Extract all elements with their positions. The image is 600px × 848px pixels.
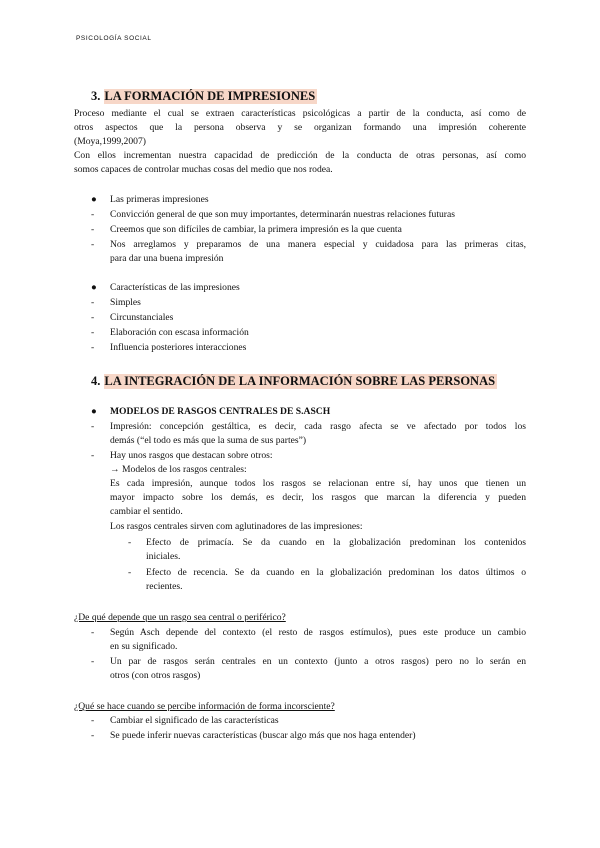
intro-line: somos capaces de controlar muchas cosas del medio que nos rodea.	[74, 164, 333, 175]
sub-list-item-continuation: iniciales.	[146, 551, 181, 562]
list-item: Convicción general de que son muy importantes, determinarán nuestras relaciones futuras	[110, 209, 455, 220]
subdash-marker: -	[128, 537, 132, 548]
list-item-continuation: cambiar el sentido.	[110, 506, 183, 517]
list-item: Hay unos rasgos que destacan sobre otros:	[110, 450, 273, 461]
intro-line: (Moya,1999,2007)	[74, 136, 146, 147]
section-title: LA FORMACIÓN DE IMPRESIONES	[104, 89, 316, 103]
list-item-continuation: otros (con otros rasgos)	[110, 670, 201, 681]
list-item: Impresión: concepción gestáltica, es decir, cada rasgo afecta se ve afectado por todos los	[110, 421, 526, 432]
bullet-item: Características de las impresiones	[110, 282, 240, 293]
intro-line: Con ellos incrementan nuestra capacidad de predicción de la conducta de otras personas, así como	[74, 150, 526, 161]
bullet-marker: ●	[91, 406, 97, 417]
list-item: Influencia posteriores interacciones	[110, 342, 247, 353]
question-heading: ¿Qué se hace cuando se percibe información de forma incorsciente?	[74, 701, 335, 712]
section-number: 4.	[91, 374, 101, 388]
section-number: 3.	[91, 89, 101, 103]
dash-marker: -	[91, 239, 95, 250]
dash-marker: -	[91, 656, 95, 667]
list-item-continuation: para dar una buena impresión	[110, 253, 224, 264]
list-item: Elaboración con escasa información	[110, 327, 249, 338]
dash-marker: -	[91, 209, 95, 220]
bullet-marker: ●	[91, 194, 97, 205]
section-3-heading	[91, 89, 317, 104]
section-title: LA INTEGRACIÓN DE LA INFORMACIÓN SOBRE LAS PERSONAS	[104, 374, 496, 388]
sub-list-item: Efecto de primacía. Se da cuando en la globalización predominan los contenidos	[146, 537, 526, 548]
list-item-continuation: mayor impacto sobre los demás, es decir, los rasgos que marcan la diferencia y pueden	[110, 492, 526, 503]
dash-marker: -	[91, 627, 95, 638]
sub-list-item-continuation: recientes.	[146, 581, 183, 592]
list-item: Simples	[110, 297, 141, 308]
list-item: Un par de rasgos serán centrales en un contexto (junto a otros rasgos) pero no lo serán en	[110, 656, 526, 667]
dash-marker: -	[91, 327, 95, 338]
bullet-marker: ●	[91, 282, 97, 293]
dash-marker: -	[91, 297, 95, 308]
list-item-continuation: → Modelos de los rasgos centrales:	[110, 464, 247, 475]
dash-marker: -	[91, 224, 95, 235]
page-header: PSICOLOGÍA SOCIAL	[76, 35, 152, 42]
intro-line: otros aspectos que la persona observa y se organizan formando una impresión coherente	[74, 122, 526, 133]
bullet-item: Las primeras impresiones	[110, 194, 209, 205]
sub-list-item: Efecto de recencia. Se da cuando en la globalización predominan los datos últimos o	[146, 567, 526, 578]
list-item-continuation: Es cada impresión, aunque todos los rasgos se relacionan entre sí, hay unos que tienen un	[110, 478, 526, 489]
list-item-continuation: en su significado.	[110, 641, 178, 652]
list-item: Creemos que son difíciles de cambiar, la primera impresión es la que cuenta	[110, 224, 402, 235]
list-item-continuation: demás (“el todo es más que la suma de sus partes”)	[110, 435, 307, 446]
subdash-marker: -	[128, 567, 132, 578]
dash-marker: -	[91, 342, 95, 353]
list-item: Circunstanciales	[110, 312, 174, 323]
list-item: Se puede inferir nuevas características (buscar algo más que nos haga entender)	[110, 730, 416, 741]
dash-marker: -	[91, 730, 95, 741]
list-item: Nos arreglamos y preparamos de una manera especial y cuidadosa para las primeras citas,	[110, 239, 526, 250]
list-item-continuation: Los rasgos centrales sirven com aglutinadores de las impresiones:	[110, 521, 363, 532]
bullet-item: MODELOS DE RASGOS CENTRALES DE S.ASCH	[110, 406, 331, 417]
section-4-heading	[91, 374, 497, 389]
question-heading: ¿De qué depende que un rasgo sea central o periférico?	[74, 612, 286, 623]
intro-line: Proceso mediante el cual se extraen características psicológicas a partir de la conducta, así como de	[74, 108, 526, 119]
dash-marker: -	[91, 715, 95, 726]
list-item: Según Asch depende del contexto (el resto de rasgos estímulos), pues este produce un cambio	[110, 627, 526, 638]
dash-marker: -	[91, 312, 95, 323]
dash-marker: -	[91, 421, 95, 432]
list-item: Cambiar el significado de las características	[110, 715, 279, 726]
dash-marker: -	[91, 450, 95, 461]
